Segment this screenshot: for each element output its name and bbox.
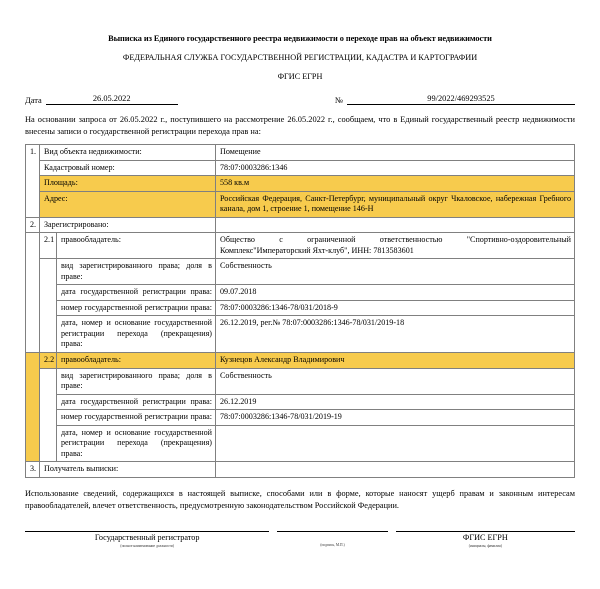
row-value: 558 кв.м (216, 176, 575, 192)
table-row (26, 425, 575, 462)
table-row (26, 285, 575, 301)
section3-number: 3. (26, 462, 40, 478)
system-name: ФГИС ЕГРН (277, 71, 323, 81)
row-label: Кадастровый номер: (40, 160, 216, 176)
row-label: Площадь: (40, 176, 216, 192)
entry-number-spacer (40, 259, 57, 353)
number-value: 99/2022/469293525 (347, 94, 575, 105)
registrar-signature-block (25, 531, 269, 548)
row-value: 78:07:0003286:1346-78/031/2018-9 (216, 300, 575, 316)
row-value: Российская Федерация, Санкт-Петербург, муниципальный округ Чкаловское, набережная Гребного канала, дом 1, строение 1, помещение 146-Н (216, 191, 575, 217)
section2-number: 2. (26, 217, 40, 233)
section2-number-spacer (26, 233, 40, 353)
table-row (26, 160, 575, 176)
row-label: Вид объекта недвижимости: (40, 145, 216, 161)
row-label: вид зарегистрированного права; доля в праве: (57, 368, 216, 394)
system-signature-block (396, 531, 575, 548)
row-value: 78:07:0003286:1346-78/031/2019-19 (216, 410, 575, 426)
row-value: 26.12.2019 (216, 394, 575, 410)
table-row-highlighted (26, 352, 575, 368)
row-value: Собственность (216, 259, 575, 285)
table-row (26, 394, 575, 410)
system-signature-caption: (инициалы, фамилия) (468, 543, 502, 548)
document-title: Выписка из Единого государственного реестра недвижимости о переходе прав на объект недвижимости (108, 34, 492, 43)
table-row (26, 410, 575, 426)
intro-paragraph: На основании запроса от 26.05.2022 г., поступившего на рассмотрение 26.05.2022 г., сообщаем, что в Единый государственный реестр недвижимости внесены записи о государственной регистрации перехода прав на: (25, 114, 575, 137)
table-row (26, 233, 575, 259)
table-row (26, 368, 575, 394)
section2-label: Зарегистрировано: (40, 217, 216, 233)
row-value: 09.07.2018 (216, 285, 575, 301)
row-value (216, 425, 575, 462)
stamp-signature-block (277, 531, 387, 547)
section3-value (216, 462, 575, 478)
entry-number: 2.1 (40, 233, 57, 259)
registry-table (25, 144, 575, 477)
date-label: Дата (25, 95, 42, 105)
section3-label: Получатель выписки: (40, 462, 216, 478)
holder-label: правообладатель: (57, 352, 216, 368)
section2-value (216, 217, 575, 233)
row-label: номер государственной регистрации права: (57, 410, 216, 426)
row-label: дата, номер и основание государственной регистрации перехода (прекращения) права: (57, 425, 216, 462)
row-label: дата государственной регистрации права: (57, 394, 216, 410)
table-row (26, 316, 575, 353)
row-label: Адрес: (40, 191, 216, 217)
row-value: 26.12.2019, рег.№ 78:07:0003286:1346-78/031/2019-18 (216, 316, 575, 353)
row-value: 78:07:0003286:1346 (216, 160, 575, 176)
table-row (26, 462, 575, 478)
holder-value: Кузнецов Александр Владимирович (216, 352, 575, 368)
table-row (26, 217, 575, 233)
section2-number-spacer (26, 352, 40, 461)
agency-name: ФЕДЕРАЛЬНАЯ СЛУЖБА ГОСУДАРСТВЕННОЙ РЕГИСТРАЦИИ, КАДАСТРА И КАРТОГРАФИИ (122, 52, 478, 62)
section1-number: 1. (26, 145, 40, 218)
signature-caption: (подпись, М.П.) (320, 542, 345, 547)
row-label: дата, номер и основание государственной регистрации перехода (прекращения) права: (57, 316, 216, 353)
registrar-title: Государственный регистратор (25, 531, 269, 543)
row-label: дата государственной регистрации права: (57, 285, 216, 301)
row-label: номер государственной регистрации права: (57, 300, 216, 316)
signature-row (25, 512, 575, 548)
entry-number-spacer (40, 368, 57, 462)
signature-value (277, 531, 387, 542)
row-value: Собственность (216, 368, 575, 394)
registrar-caption: (полное наименование должности) (120, 543, 174, 548)
row-value: Помещение (216, 145, 575, 161)
table-row (26, 145, 575, 161)
row-label: вид зарегистрированного права; доля в праве: (57, 259, 216, 285)
document-meta-row (25, 82, 575, 105)
holder-value: Общество с ограниченной ответственностью "Спортивно-оздоровительный Комплекс"Императорский Яхт-клуб", ИНН: 7813583601 (216, 233, 575, 259)
entry-number: 2.2 (40, 352, 57, 368)
table-row (26, 259, 575, 285)
table-row (26, 300, 575, 316)
holder-label: правообладатель: (57, 233, 216, 259)
table-row-highlighted (26, 176, 575, 192)
date-value: 26.05.2022 (46, 94, 178, 105)
number-label: № (335, 95, 343, 105)
system-signature-value: ФГИС ЕГРН (396, 531, 575, 543)
usage-notice: Использование сведений, содержащихся в настоящей выписке, способами или в форме, которые наносят ущерб правам и законным интересам правообладателей, влечет ответственность, предусмотренную законодательством Российской Федерации. (25, 488, 575, 510)
table-row-highlighted (26, 191, 575, 217)
